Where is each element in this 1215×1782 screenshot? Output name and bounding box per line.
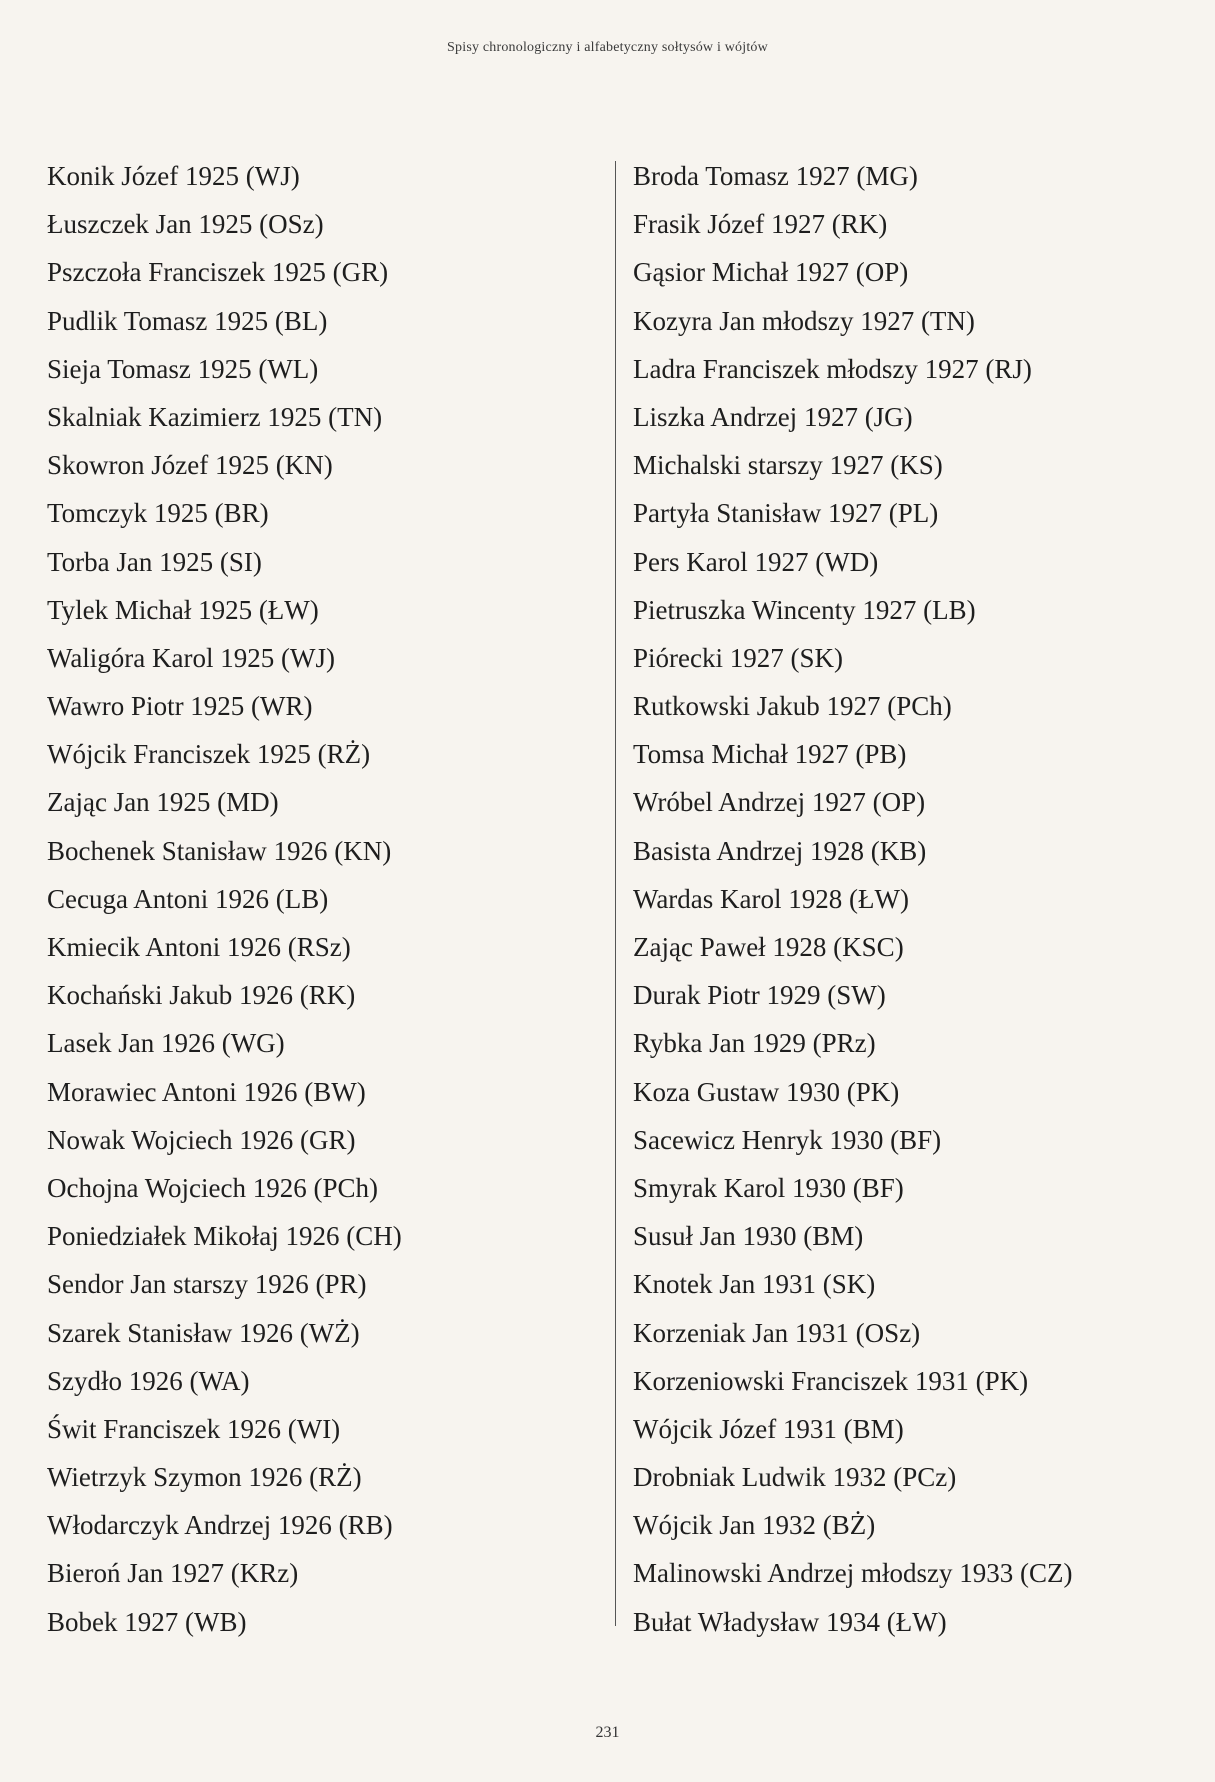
list-item: Pszczoła Franciszek 1925 (GR) bbox=[47, 257, 389, 288]
list-item: Durak Piotr 1929 (SW) bbox=[633, 980, 886, 1011]
list-item: Broda Tomasz 1927 (MG) bbox=[633, 161, 918, 191]
list-item: Koza Gustaw 1930 (PK) bbox=[633, 1076, 900, 1107]
list-item: Sacewicz Henryk 1930 (BF) bbox=[633, 1124, 942, 1155]
list-item: Wardas Karol 1928 (ŁW) bbox=[633, 883, 909, 914]
list-item: Ochojna Wojciech 1926 (PCh) bbox=[47, 1172, 379, 1203]
list-item: Poniedziałek Mikołaj 1926 (CH) bbox=[47, 1221, 402, 1252]
list-item: Wróbel Andrzej 1927 (OP) bbox=[633, 787, 926, 818]
list-item: Kmiecik Antoni 1926 (RSz) bbox=[47, 932, 351, 962]
list-item: Lasek Jan 1926 (WG) bbox=[47, 1028, 285, 1059]
list-item: Sieja Tomasz 1925 (WL) bbox=[47, 353, 319, 384]
column-divider bbox=[615, 161, 616, 1626]
list-item: Bochenek Stanisław 1926 (KN) bbox=[47, 835, 392, 866]
list-item: Wójcik Jan 1932 (BŻ) bbox=[633, 1510, 876, 1541]
list-item: Partyła Stanisław 1927 (PL) bbox=[633, 498, 939, 529]
list-item: Tomczyk 1925 (BR) bbox=[47, 498, 269, 529]
list-item: Wietrzyk Szymon 1926 (RŻ) bbox=[47, 1462, 362, 1493]
list-item: Nowak Wojciech 1926 (GR) bbox=[47, 1124, 356, 1155]
list-item: Pers Karol 1927 (WD) bbox=[633, 546, 879, 577]
running-header: Spisy chronologiczny i alfabetyczny sołtysów i wójtów bbox=[447, 40, 768, 55]
list-item: Łuszczek Jan 1925 (OSz) bbox=[47, 209, 324, 240]
list-item: Wójcik Franciszek 1925 (RŻ) bbox=[47, 739, 371, 770]
list-item: Konik Józef 1925 (WJ) bbox=[47, 161, 300, 191]
list-item: Zając Jan 1925 (MD) bbox=[47, 787, 279, 818]
right-column-list bbox=[633, 152, 1203, 1646]
list-item: Wójcik Józef 1931 (BM) bbox=[633, 1413, 904, 1444]
list-item: Malinowski Andrzej młodszy 1933 (CZ) bbox=[633, 1558, 1073, 1589]
list-item: Morawiec Antoni 1926 (BW) bbox=[47, 1076, 366, 1107]
list-item: Smyrak Karol 1930 (BF) bbox=[633, 1172, 904, 1203]
list-item: Bobek 1927 (WB) bbox=[47, 1606, 247, 1637]
list-item: Cecuga Antoni 1926 (LB) bbox=[47, 883, 329, 914]
list-item: Kochański Jakub 1926 (RK) bbox=[47, 980, 356, 1011]
list-item: Sendor Jan starszy 1926 (PR) bbox=[47, 1269, 367, 1300]
list-item: Włodarczyk Andrzej 1926 (RB) bbox=[47, 1510, 393, 1541]
list-item: Bieroń Jan 1927 (KRz) bbox=[47, 1558, 299, 1589]
list-item: Drobniak Ludwik 1932 (PCz) bbox=[633, 1462, 957, 1493]
list-item: Liszka Andrzej 1927 (JG) bbox=[633, 401, 913, 432]
list-item: Waligóra Karol 1925 (WJ) bbox=[47, 642, 335, 673]
list-item: Skowron Józef 1925 (KN) bbox=[47, 450, 333, 481]
list-item: Wawro Piotr 1925 (WR) bbox=[47, 691, 313, 722]
list-item: Szydło 1926 (WA) bbox=[47, 1365, 250, 1396]
list-item: Kozyra Jan młodszy 1927 (TN) bbox=[633, 305, 975, 336]
list-item: Skalniak Kazimierz 1925 (TN) bbox=[47, 401, 383, 432]
list-item: Susuł Jan 1930 (BM) bbox=[633, 1221, 864, 1252]
list-item: Bułat Władysław 1934 (ŁW) bbox=[633, 1606, 947, 1637]
left-column-list bbox=[47, 152, 602, 1646]
list-item: Tomsa Michał 1927 (PB) bbox=[633, 739, 907, 770]
list-item: Knotek Jan 1931 (SK) bbox=[633, 1269, 876, 1300]
list-item: Gąsior Michał 1927 (OP) bbox=[633, 257, 909, 288]
list-item: Torba Jan 1925 (SI) bbox=[47, 546, 262, 577]
list-item: Michalski starszy 1927 (KS) bbox=[633, 450, 943, 481]
list-item: Szarek Stanisław 1926 (WŻ) bbox=[47, 1317, 360, 1348]
list-item: Zając Paweł 1928 (KSC) bbox=[633, 932, 904, 962]
list-item: Basista Andrzej 1928 (KB) bbox=[633, 835, 927, 866]
list-item: Pietruszka Wincenty 1927 (LB) bbox=[633, 594, 976, 625]
list-item: Tylek Michał 1925 (ŁW) bbox=[47, 594, 319, 625]
list-item: Rybka Jan 1929 (PRz) bbox=[633, 1028, 876, 1059]
list-item: Ladra Franciszek młodszy 1927 (RJ) bbox=[633, 353, 1032, 384]
list-item: Pudlik Tomasz 1925 (BL) bbox=[47, 305, 328, 336]
list-item: Korzeniak Jan 1931 (OSz) bbox=[633, 1317, 921, 1348]
page-number: 231 bbox=[595, 1724, 620, 1741]
list-item: Świt Franciszek 1926 (WI) bbox=[47, 1413, 341, 1444]
list-item: Korzeniowski Franciszek 1931 (PK) bbox=[633, 1365, 1029, 1396]
list-item: Rutkowski Jakub 1927 (PCh) bbox=[633, 691, 952, 722]
list-item: Piórecki 1927 (SK) bbox=[633, 642, 843, 673]
list-item: Frasik Józef 1927 (RK) bbox=[633, 209, 888, 240]
